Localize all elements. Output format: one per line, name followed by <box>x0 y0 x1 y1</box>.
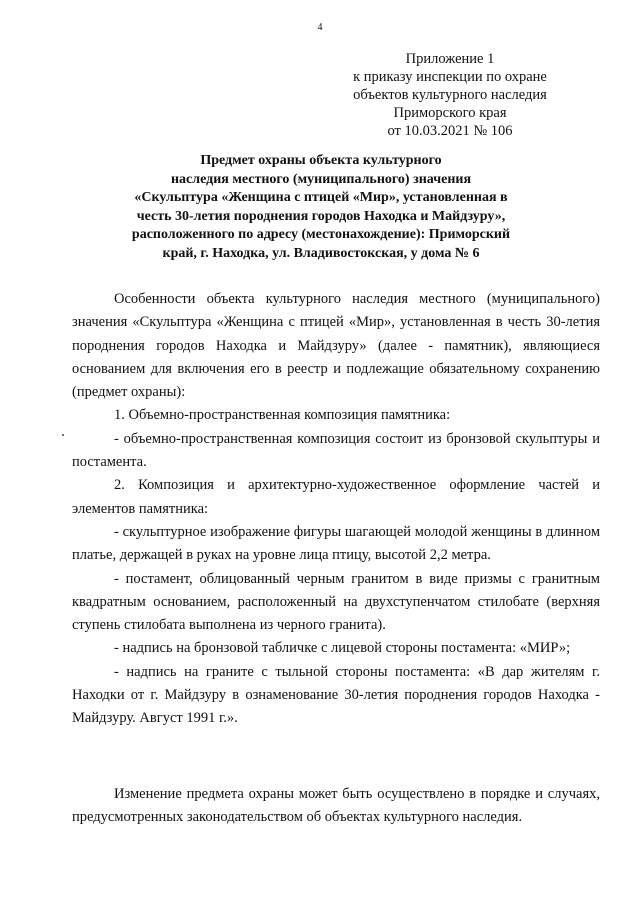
title-line-5: расположенного по адресу (местонахождение): Приморский <box>131 227 511 243</box>
item-2-bullet-3: - надпись на бронзовой табличке с лицевой стороны постамента: «МИР»; <box>114 640 571 657</box>
intro-paragraph: Особенности объекта культурного наследия местного (муниципального) значения «Скульптура «Женщина с птицей «Мир», установленная в честь 30-летия породнения городов Находка и Майдзуру» (далее - памятник), являющиеся основанием для включения его в реестр и подлежащие обязательному сохранению (предмет охраны): <box>72 291 600 401</box>
appendix-line-2: к приказу инспекции по охране <box>353 69 547 85</box>
item-1-heading: 1. Объемно-пространственная композиция памятника: <box>114 407 451 424</box>
title-line-2: наследия местного (муниципального) значения <box>170 171 472 187</box>
item-2-heading: 2. Композиция и архитектурно-художественное оформление частей и элементов памятника: <box>72 477 600 517</box>
appendix-line-3: объектов культурного наследия <box>353 87 547 103</box>
title-line-1: Предмет охраны объекта культурного <box>200 153 442 168</box>
appendix-line-4: Приморского края <box>393 105 507 121</box>
item-2-bullet-2: - постамент, облицованный черным гранитом в виде призмы с гранитным квадратным основанием, расположенный на двухступенчатом стилобате (верхняя ступень стилобата выполнена из черного гранита). <box>72 570 600 634</box>
appendix-block <box>320 50 580 140</box>
document-title <box>86 152 556 264</box>
appendix-line-5: от 10.03.2021 № 106 <box>387 123 513 139</box>
page-number: 4 <box>317 22 323 33</box>
title-line-3: «Скульптура «Женщина с птицей «Мир», установленная в <box>134 190 508 206</box>
item-1-text: - объемно-пространственная композиция состоит из бронзовой скульптуры и постамента. <box>72 430 600 471</box>
document-body <box>72 288 600 731</box>
scan-speck <box>62 434 64 436</box>
title-line-4: честь 30-летия породнения городов Находка и Майдзуру», <box>136 208 506 224</box>
closing-block <box>72 783 600 830</box>
closing-paragraph: Изменение предмета охраны может быть осуществлено в порядке и случаях, предусмотренных законодательством об объектах культурного наследия. <box>72 786 600 826</box>
appendix-line-1: Приложение 1 <box>405 51 495 67</box>
item-2-bullet-1: - скульптурное изображение фигуры шагающей молодой женщины в длинном платье, держащей в руках на уровне лица птицу, высотой 2,2 метра. <box>72 523 600 564</box>
title-line-6: край, г. Находка, ул. Владивостокская, у дома № 6 <box>162 245 480 261</box>
item-2-bullet-4: - надпись на граните с тыльной стороны постамента: «В дар жителям г. Находки от г. Майдзуру в ознаменование 30-летия породнения городов Находка - Майдзуру. Август 1991 г.». <box>72 663 600 727</box>
